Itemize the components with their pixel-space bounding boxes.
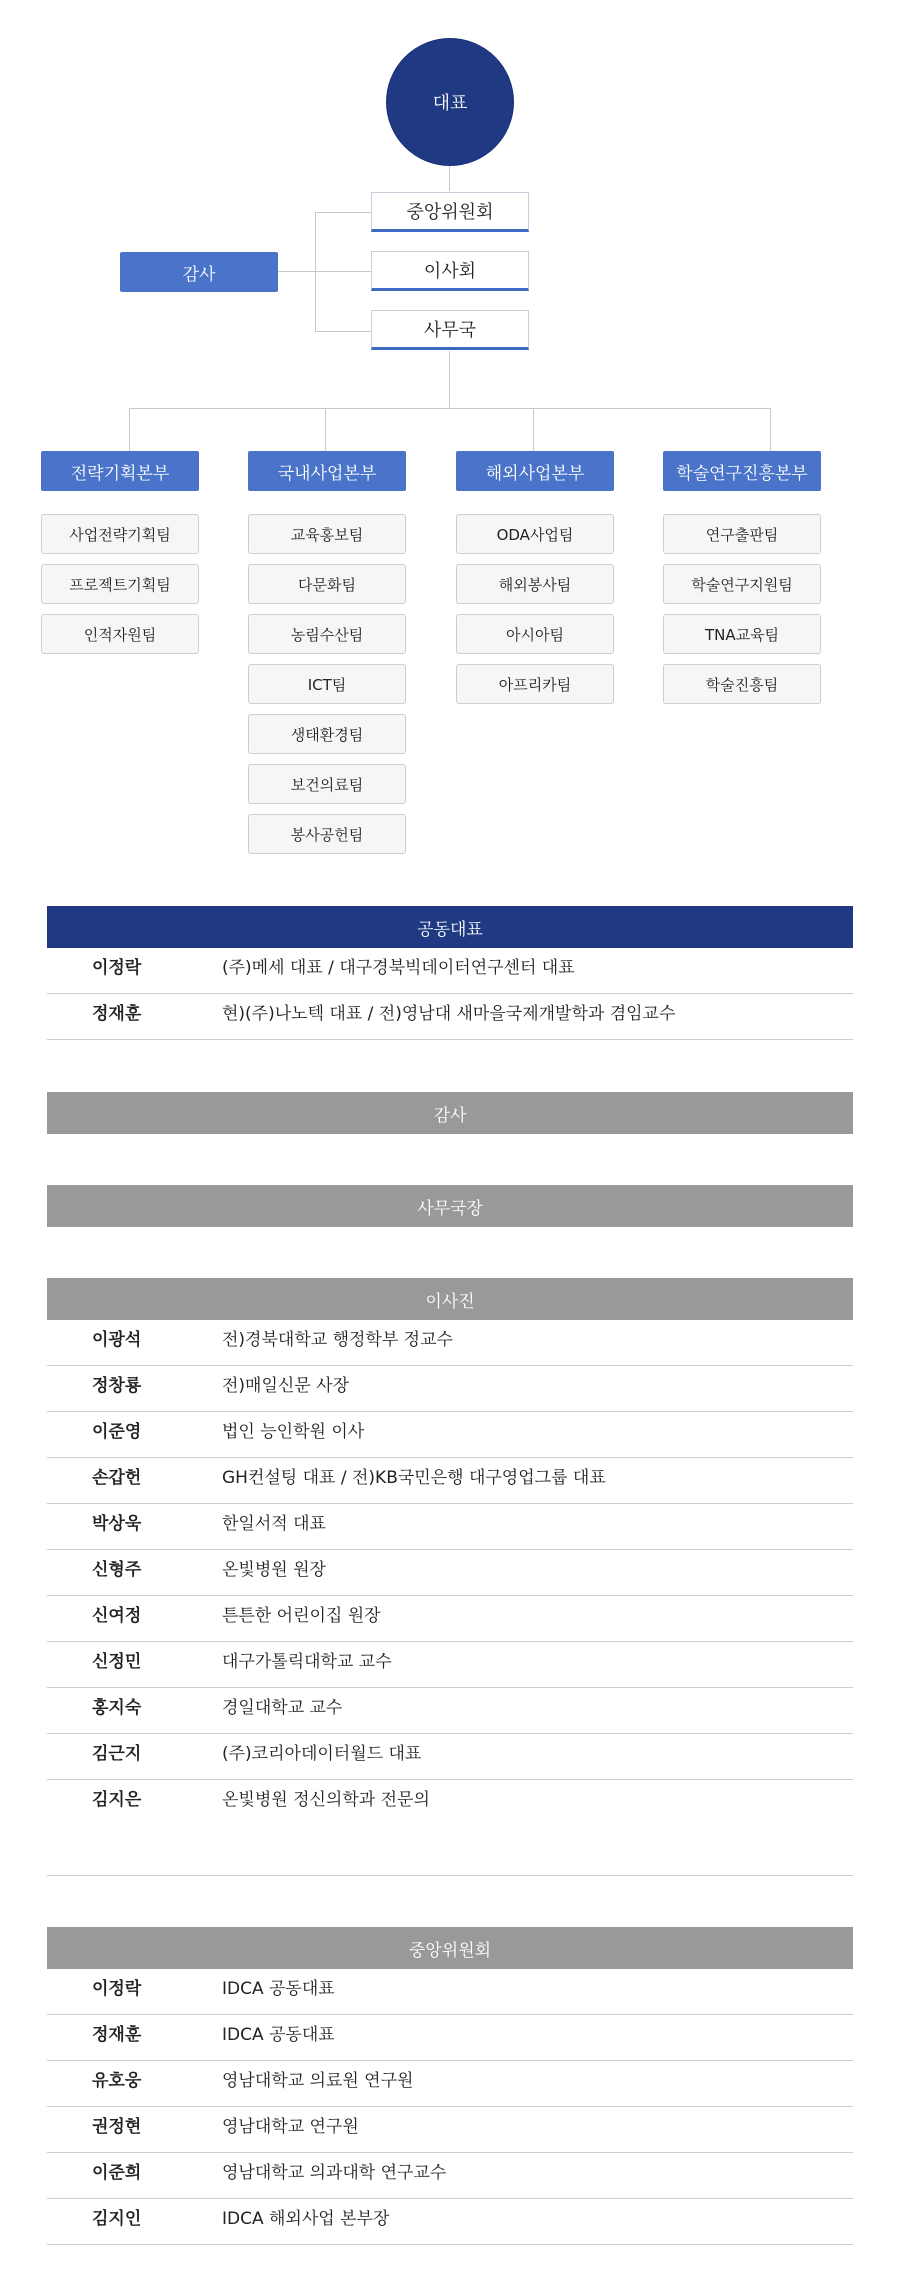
connector-division-4 [770,408,771,451]
table-row [47,2153,853,2199]
member-desc: 온빛병원 원장 [222,1560,326,1580]
member-desc: (주)코리아데이터월드 대표 [222,1744,422,1764]
member-name: 김지은 [92,1790,142,1810]
member-name: 정재훈 [92,2025,142,2045]
table-row [47,2107,853,2153]
team-node: ODA사업팀 [456,514,614,554]
secretary-general-header: 사무국장 [47,1185,853,1227]
table-row [47,948,853,994]
table-row [47,1320,853,1366]
team-node: 프로젝트기획팀 [41,564,199,604]
co-ceo-header: 공동대표 [47,906,853,948]
org-chart [0,0,900,880]
member-name: 정창룡 [92,1376,142,1396]
table-row [47,2015,853,2061]
member-desc: 한일서적 대표 [222,1514,326,1534]
member-desc: 경일대학교 교수 [222,1698,343,1718]
member-desc: 튼튼한 어린이집 원장 [222,1606,381,1626]
division-strategy: 전략기획본부 [41,451,199,491]
member-desc: 전)경북대학교 행정학부 정교수 [222,1330,453,1350]
member-name: 신정민 [92,1652,142,1672]
division-research: 학술연구진흥본부 [663,451,821,491]
connector-secretariat-down [449,351,450,408]
member-name: 이정락 [92,958,142,978]
member-name: 손갑헌 [92,1468,142,1488]
team-node: TNA교육팀 [663,614,821,654]
member-desc: 법인 능인학원 이사 [222,1422,365,1442]
board-node: 이사회 [371,251,529,291]
table-row [47,1550,853,1596]
team-node: 연구출판팀 [663,514,821,554]
division-domestic: 국내사업본부 [248,451,406,491]
member-name: 정재훈 [92,1004,142,1024]
team-node: 아프리카팀 [456,664,614,704]
member-desc: 영남대학교 의료원 연구원 [222,2071,414,2091]
secretariat-node: 사무국 [371,310,529,350]
team-node: 교육홍보팀 [248,514,406,554]
table-row [47,1780,853,1826]
member-name: 김근지 [92,1744,142,1764]
member-name: 신여정 [92,1606,142,1626]
connector-division-bus [129,408,771,409]
connector-bracket-board [315,271,371,272]
connector-division-3 [533,408,534,451]
member-desc: 전)매일신문 사장 [222,1376,349,1396]
table-row [47,1688,853,1734]
connector-division-1 [129,408,130,451]
member-desc: IDCA 공동대표 [222,2025,335,2045]
table-row [47,1734,853,1780]
connector-audit [278,271,315,272]
team-node: 사업전략기획팀 [41,514,199,554]
member-desc: (주)메세 대표 / 대구경북빅데이터연구센터 대표 [222,958,575,978]
member-desc: 대구가톨릭대학교 교수 [222,1652,392,1672]
member-name: 신형주 [92,1560,142,1580]
auditor-header: 감사 [47,1092,853,1134]
table-row [47,1969,853,2015]
member-name: 이광석 [92,1330,142,1350]
team-node: 학술연구지원팀 [663,564,821,604]
table-row [47,1412,853,1458]
table-row [47,1642,853,1688]
audit-node: 감사 [120,252,278,292]
table-row [47,2061,853,2107]
team-node: 농림수산팀 [248,614,406,654]
member-desc: 현)(주)나노텍 대표 / 전)영남대 새마을국제개발학과 겸임교수 [222,1004,676,1024]
team-node: ICT팀 [248,664,406,704]
table-row [47,1366,853,1412]
table-row [47,1458,853,1504]
member-name: 홍지숙 [92,1698,142,1718]
team-node: 생태환경팀 [248,714,406,754]
member-name: 이준영 [92,1422,142,1442]
directors-header: 이사진 [47,1278,853,1320]
connector-division-2 [325,408,326,451]
table-row [47,2199,853,2245]
team-node: 보건의료팀 [248,764,406,804]
member-desc: 영남대학교 연구원 [222,2117,359,2137]
table-row [47,1504,853,1550]
connector-bracket-committee [315,212,371,213]
team-node: 해외봉사팀 [456,564,614,604]
member-name: 권정현 [92,2117,142,2137]
table-row [47,1596,853,1642]
committee-header: 중앙위원회 [47,1927,853,1969]
member-desc: 온빛병원 정신의학과 전문의 [222,1790,430,1810]
member-desc: 영남대학교 의과대학 연구교수 [222,2163,447,2183]
member-name: 김지인 [92,2209,142,2229]
team-node: 인적자원팀 [41,614,199,654]
member-desc: IDCA 공동대표 [222,1979,335,1999]
division-overseas: 해외사업본부 [456,451,614,491]
member-desc: IDCA 해외사업 본부장 [222,2209,390,2229]
connector-bracket-secretariat [315,331,371,332]
section-divider [47,1875,853,1876]
member-name: 박상욱 [92,1514,142,1534]
connector-ceo-committee [449,166,450,191]
member-desc: GH컨설팅 대표 / 전)KB국민은행 대구영업그룹 대표 [222,1468,606,1488]
member-name: 이준희 [92,2163,142,2183]
central-committee-node: 중앙위원회 [371,192,529,232]
team-node: 다문화팀 [248,564,406,604]
team-node: 봉사공헌팀 [248,814,406,854]
member-name: 유호웅 [92,2071,142,2091]
team-node: 아시아팀 [456,614,614,654]
member-name: 이정락 [92,1979,142,1999]
table-row [47,994,853,1040]
ceo-node: 대표 [386,38,514,166]
team-node: 학술진흥팀 [663,664,821,704]
